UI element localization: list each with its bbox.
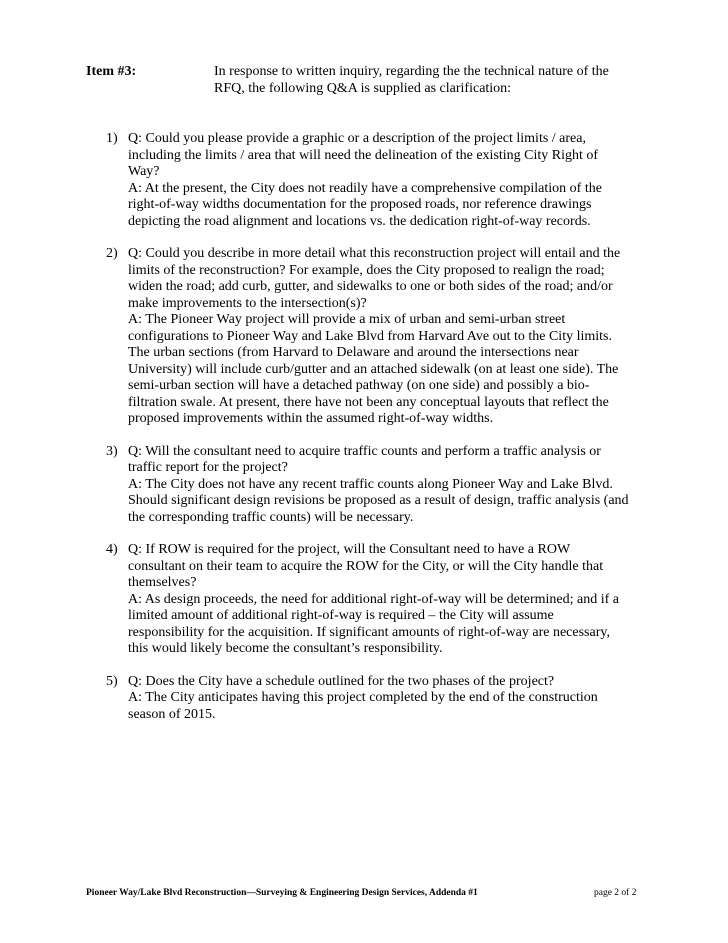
- qa-number: 1): [106, 131, 118, 146]
- qa-line: widen the road; add curb, gutter, and sidewalks to one or both sides of the road; and/or: [128, 279, 613, 294]
- qa-line: A: At the present, the City does not readily have a comprehensive compilation of the: [128, 180, 602, 196]
- qa-line: consultant on their team to acquire the ROW for the City, or will the City handle that: [128, 558, 604, 574]
- footer-title: Pioneer Way/Lake Blvd Reconstruction—Surveying & Engineering Design Services, Addenda #1: [86, 888, 478, 898]
- qa-item: [106, 674, 646, 724]
- qa-line: A: The Pioneer Way project will provide a mix of urban and semi-urban street: [128, 312, 566, 327]
- qa-line: including the limits / area that will need the delineation of the existing City Right of: [128, 147, 599, 163]
- qa-body: [128, 542, 646, 658]
- qa-line: themselves?: [128, 575, 197, 590]
- qa-line: depicting the road alignment and locations vs. the dedication right-of-way records.: [128, 213, 591, 229]
- qa-line: responsibility for the acquisition. If significant amounts of right-of-way are necessary,: [128, 624, 610, 640]
- qa-line: A: As design proceeds, the need for additional right-of-way will be determined; and if a: [128, 591, 620, 607]
- qa-body: [128, 246, 646, 428]
- qa-line: Q: Does the City have a schedule outlined for the two phases of the project?: [128, 673, 555, 689]
- qa-line: proposed improvements within the assumed right-of-way widths.: [128, 411, 494, 426]
- qa-body: [128, 131, 646, 230]
- item-intro-line: In response to written inquiry, regarding the the technical nature of the: [214, 64, 609, 79]
- item-intro: [214, 64, 634, 97]
- qa-item: [106, 246, 646, 428]
- qa-item: [106, 444, 646, 527]
- qa-body: [128, 674, 646, 724]
- qa-line: limited amount of additional right-of-way is required – the City will assume: [128, 608, 554, 623]
- qa-line: Should significant design revisions be proposed as a result of design, traffic analysis (and: [128, 493, 629, 508]
- qa-number: 5): [106, 673, 118, 689]
- qa-item: [106, 131, 646, 230]
- qa-line: make improvements to the intersection(s)?: [128, 295, 367, 311]
- qa-line: Q: Could you describe in more detail what this reconstruction project will entail and the: [128, 246, 621, 261]
- qa-list: [106, 131, 646, 723]
- qa-line: configurations to Pioneer Way and Lake Blvd from Harvard Ave out to the City limits.: [128, 328, 612, 344]
- footer-page-number: page 2 of 2: [594, 888, 637, 898]
- qa-line: traffic report for the project?: [128, 460, 288, 475]
- qa-line: University) will include curb/gutter and an attached sidewalk (on at least one side). The: [128, 361, 619, 377]
- item-heading: Item #3:: [86, 64, 137, 79]
- qa-line: A: The City does not have any recent traffic counts along Pioneer Way and Lake Blvd.: [128, 476, 613, 492]
- qa-line: Way?: [128, 164, 160, 179]
- qa-line: right-of-way widths documentation for the proposed roads, nor reference drawings: [128, 197, 592, 212]
- qa-line: season of 2015.: [128, 706, 216, 722]
- qa-number: 4): [106, 542, 118, 557]
- qa-line: A: The City anticipates having this project completed by the end of the construction: [128, 690, 598, 705]
- qa-number: 2): [106, 246, 118, 261]
- qa-line: this would likely become the consultant’s responsibility.: [128, 641, 443, 656]
- qa-body: [128, 444, 646, 527]
- qa-line: Q: If ROW is required for the project, will the Consultant need to have a ROW: [128, 542, 571, 557]
- qa-line: semi-urban section will have a detached pathway (on one side) and possibly a bio-: [128, 378, 590, 393]
- qa-line: filtration swale. At present, there have not been any conceptual layouts that reflect the: [128, 394, 609, 410]
- qa-number: 3): [106, 443, 118, 459]
- qa-line: Q: Could you please provide a graphic or a description of the project limits / area,: [128, 131, 586, 146]
- qa-line: The urban sections (from Harvard to Delaware and around the intersections near: [128, 345, 579, 360]
- qa-item: [106, 542, 646, 658]
- qa-line: Q: Will the consultant need to acquire traffic counts and perform a traffic analysis or: [128, 443, 601, 459]
- qa-line: limits of the reconstruction? For example, does the City proposed to realign the road;: [128, 262, 605, 278]
- qa-line: the corresponding traffic counts) will be necessary.: [128, 509, 414, 525]
- item-intro-line: RFQ, the following Q&A is supplied as clarification:: [214, 80, 512, 96]
